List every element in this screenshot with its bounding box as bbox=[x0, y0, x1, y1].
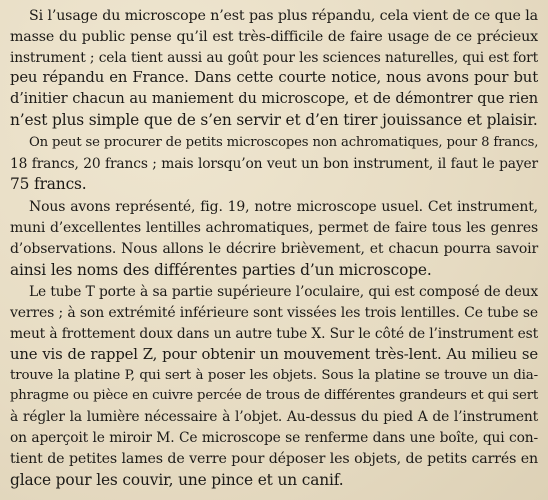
text-line: à régler la lumière nécessaire à l’objet. Au-dessus du pied A de l’instrument bbox=[10, 409, 538, 426]
text-line: trouve la platine P, qui sert à poser les objets. Sous la platine se trouve un dia- bbox=[10, 367, 538, 383]
text-line: une vis de rappel Z, pour obtenir un mouvement très-lent. Au milieu se bbox=[10, 345, 538, 363]
text-line: masse du public pense qu’il est très-difficile de faire usage de ce précieux bbox=[10, 28, 538, 45]
text-line: tient de petites lames de verre pour déposer les objets, de petits carrés en bbox=[10, 450, 538, 467]
text-line: meut à frottement doux dans un autre tube X. Sur le côté de l’instrument est bbox=[10, 325, 538, 342]
text-line: verres ; à son extrémité inférieure sont vissées les trois lentilles. Ce tube se bbox=[10, 305, 538, 322]
text-line: d’observations. Nous allons le décrire brièvement, et chacun pourra savoir bbox=[10, 240, 538, 257]
text-line: peu répandu en France. Dans cette courte notice, nous avons pour but bbox=[10, 69, 538, 87]
text-line: On peut se procurer de petits microscopes non achromatiques, pour 8 francs, bbox=[29, 134, 539, 150]
paragraph-prices bbox=[10, 133, 538, 195]
text-line: 18 francs, 20 francs ; mais lorsqu’on veut un bon instrument, il faut le payer bbox=[10, 155, 538, 172]
paragraph-figure bbox=[10, 197, 538, 280]
text-line: Si l’usage du microscope n’est pas plus répandu, cela vient de ce que la bbox=[29, 8, 538, 24]
paragraph-description bbox=[10, 282, 538, 490]
text-line: Nous avons représenté, fig. 19, notre microscope usuel. Cet instrument, bbox=[29, 199, 538, 216]
text-line: n’est plus simple que de s’en servir et d’en tirer jouissance et plaisir. bbox=[10, 110, 538, 129]
text-line: glace pour les couvir, une pince et un canif. bbox=[10, 470, 344, 489]
text-line: phragme ou pièce en cuivre percée de trous de différentes grandeurs et qui sert bbox=[10, 388, 538, 404]
text-line: muni d’excellentes lentilles achromatiques, permet de faire tous les genres bbox=[10, 219, 538, 236]
text-line: on aperçoit le miroir M. Ce microscope se renferme dans une boîte, qui con- bbox=[10, 429, 538, 446]
text-line: instrument ; cela tient aussi au goût pour les sciences naturelles, qui est fort bbox=[10, 49, 538, 66]
text-line: Le tube T porte à sa partie supérieure l’oculaire, qui est composé de deux bbox=[29, 284, 538, 301]
paragraph-intro bbox=[10, 6, 538, 131]
text-line: ainsi les noms des différentes parties d’un microscope. bbox=[10, 260, 432, 279]
text-line: 75 francs. bbox=[10, 175, 87, 194]
text-line: d’initier chacun au maniement du microscope, et de démontrer que rien bbox=[10, 90, 538, 108]
